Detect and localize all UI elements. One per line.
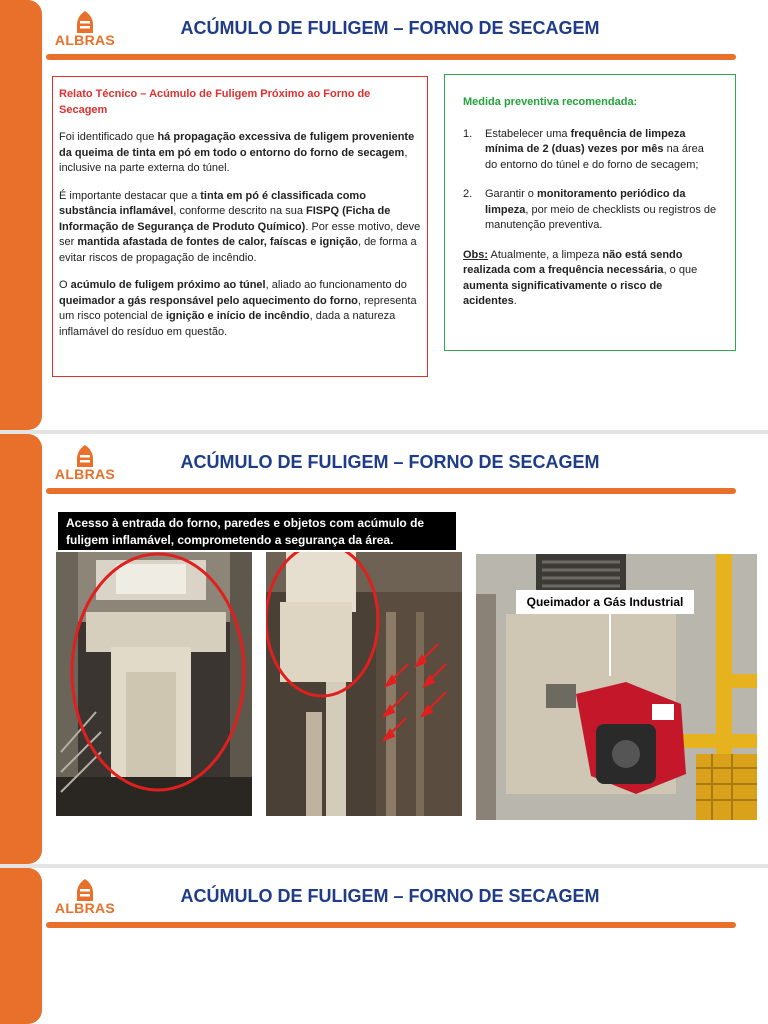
albras-logo	[50, 878, 120, 918]
title-divider	[46, 488, 736, 494]
technical-report-box	[52, 76, 428, 377]
logo-text: ALBRAS	[54, 900, 116, 916]
measure-item-2: 2. Garantir o monitoramento periódico da limpeza, por meio de checklists ou registros de manutenção preventiva.	[463, 188, 717, 231]
report-paragraph-3: O acúmulo de fuligem próximo ao túnel, aliado ao funcionamento do queimador a gás responsável pelo aquecimento do forno, representa um risco potencial de ignição e início de incêndio, dada a natureza inflamável do resíduo em questão.	[59, 279, 417, 338]
albras-logo	[50, 10, 120, 50]
photo-caption: Acesso à entrada do forno, paredes e objetos com acúmulo de fuligem inflamável, comprometendo a segurança da área.	[58, 512, 456, 550]
measure-item-1: 1. Estabelecer uma frequência de limpeza mínima de 2 (duas) vezes por mês na área do entorno do túnel e do forno de secagem;	[463, 127, 704, 171]
observation-note: Obs: Atualmente, a limpeza não está sendo realizada com a frequência necessária, o que aumenta significativamente o risco de acidentes.	[463, 248, 698, 307]
flame-logo-icon	[50, 10, 120, 34]
sidebar-accent	[0, 868, 42, 1024]
report-title: Relato Técnico – Acúmulo de Fuligem Próximo ao Forno de Secagem	[59, 88, 371, 116]
sidebar-accent	[0, 434, 42, 864]
photo-oven-entrance	[56, 552, 252, 816]
albras-logo	[50, 444, 120, 484]
logo-text: ALBRAS	[54, 466, 116, 482]
slide-3	[0, 868, 768, 1024]
photo-soot-walls	[266, 552, 462, 816]
page-title: ACÚMULO DE FULIGEM – FORNO DE SECAGEM	[180, 452, 600, 472]
flame-logo-icon	[50, 444, 120, 468]
burner-label: Queimador a Gás Industrial	[516, 590, 694, 614]
report-paragraph-1: Foi identificado que há propagação excessiva de fuligem proveniente da queima de tinta em pó em todo o entorno do forno de secagem, inclusive na parte externa do túnel.	[59, 131, 415, 174]
page-title: ACÚMULO DE FULIGEM – FORNO DE SECAGEM	[180, 18, 600, 38]
slide-1	[0, 0, 768, 430]
title-divider	[46, 922, 736, 928]
sidebar-accent	[0, 0, 42, 430]
measure-title: Medida preventiva recomendada:	[463, 96, 638, 108]
slide-2	[0, 434, 768, 864]
title-divider	[46, 54, 736, 60]
preventive-measure-box	[444, 74, 736, 351]
flame-logo-icon	[50, 878, 120, 902]
report-paragraph-2: É importante destacar que a tinta em pó é classificada como substância inflamável, conforme descrito na sua FISPQ (Ficha de Informação de Segurança de Produto Químico). Por esse motivo, deve ser mantida afastada de fontes de calor, faíscas e ignição, de forma a evitar riscos de propagação de incêndio.	[59, 189, 421, 264]
page-title: ACÚMULO DE FULIGEM – FORNO DE SECAGEM	[180, 886, 600, 906]
logo-text: ALBRAS	[54, 32, 116, 48]
